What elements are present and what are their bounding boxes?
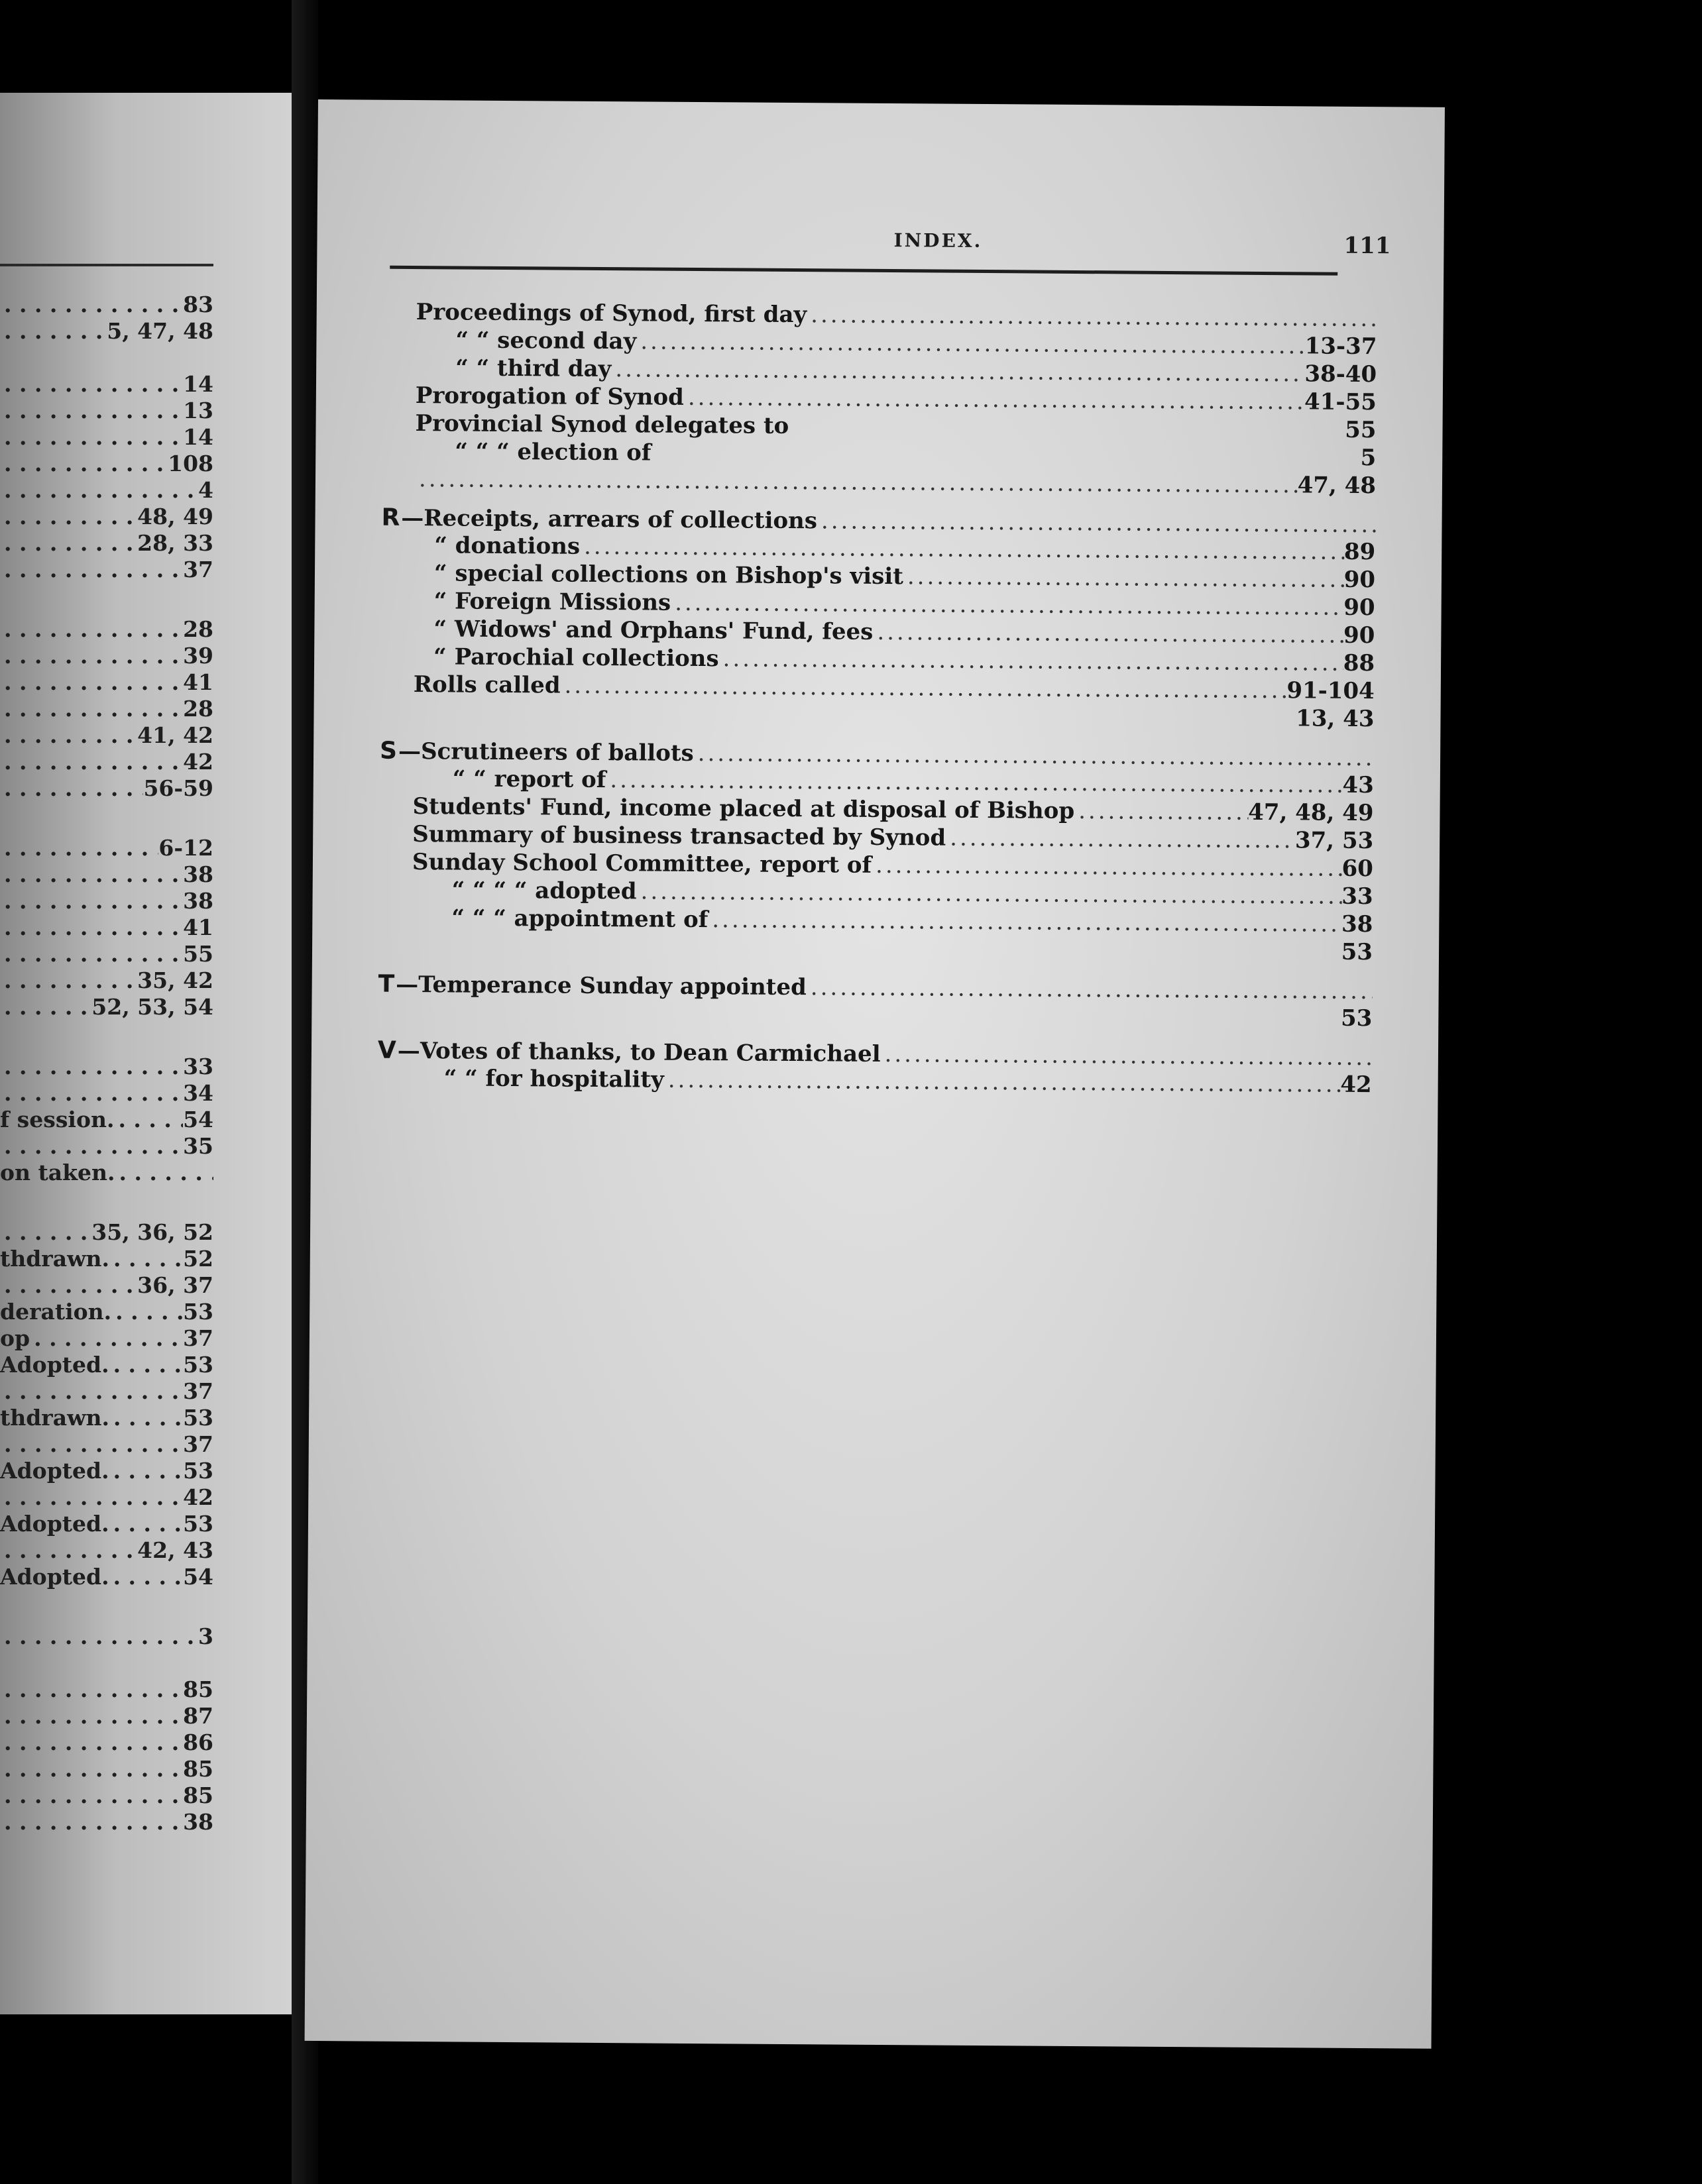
left-index-row [0, 1160, 213, 1189]
entry-text: “ Widows' and Orphans' Fund, fees [433, 616, 874, 645]
entry-text: “ Foreign Missions [433, 588, 671, 616]
left-index-row [0, 557, 213, 586]
dot-leader [114, 1107, 183, 1132]
dot-leader [694, 740, 1375, 771]
dot-leader [0, 994, 91, 1020]
dot-leader [0, 1378, 183, 1404]
left-entry-text: op [0, 1325, 30, 1351]
spacer [411, 1019, 1341, 1026]
left-page-ref: 13 [183, 398, 213, 423]
dot-leader [109, 1458, 183, 1484]
left-page-ref: 28 [183, 696, 213, 722]
left-index-row [0, 1272, 213, 1301]
dot-leader [0, 451, 168, 476]
left-index-row [0, 722, 213, 751]
left-page-ref: 52, 53, 54 [91, 994, 213, 1020]
left-index-row [0, 504, 213, 533]
index-entry [412, 932, 1373, 968]
dot-leader [671, 590, 1343, 621]
left-page-ref: 37 [183, 1378, 213, 1404]
left-index-row [0, 371, 213, 400]
left-page-ref: 28 [183, 616, 213, 642]
index-entry [444, 1065, 1372, 1101]
entry-text: “ “ second day [455, 327, 637, 355]
left-index-row [0, 318, 213, 347]
left-page-ref: 38 [183, 1809, 213, 1835]
dot-leader [109, 1511, 183, 1537]
left-page-ref: 42, 43 [137, 1537, 213, 1563]
section-letter: T [378, 970, 395, 998]
left-index-row [0, 1405, 213, 1434]
page-ref: 5 [1360, 444, 1377, 472]
entry-text: Summary of business transacted by Synod [412, 821, 946, 851]
left-index-row [0, 1378, 213, 1407]
dot-leader [1074, 798, 1248, 826]
spacer [651, 461, 1360, 465]
left-page-ref: 3 [198, 1623, 213, 1649]
left-entry-text: Adopted. [0, 1511, 109, 1537]
header-rule [390, 266, 1337, 276]
left-index-row [0, 1299, 213, 1328]
dot-leader [0, 424, 183, 450]
dot-leader [0, 1623, 198, 1649]
left-page-ref: 85 [183, 1782, 213, 1808]
entry-text: “ “ “ appointment of [451, 904, 709, 934]
entry-text: “ special collections on Bishop's visit [433, 560, 904, 590]
dot-leader [0, 749, 183, 775]
left-page-ref: 53 [183, 1405, 213, 1431]
spacer [412, 953, 1341, 959]
dot-leader [0, 1537, 137, 1563]
dot-leader [817, 508, 1376, 538]
left-page-ref: 85 [183, 1676, 213, 1702]
entry-text: —Temperance Sunday appointed [396, 971, 807, 1001]
left-index-row [0, 1431, 213, 1460]
dot-leader [611, 356, 1304, 387]
dot-leader [708, 906, 1341, 938]
page-ref: 90 [1343, 622, 1375, 649]
dot-leader [0, 669, 183, 695]
left-entry-text: f session. [0, 1107, 115, 1132]
section-letter: R [381, 504, 400, 531]
page-ref: 42 [1340, 1071, 1372, 1099]
entry-text: Sunday School Committee, report of [412, 849, 872, 879]
index-entry [413, 699, 1374, 735]
page-ref: 90 [1343, 566, 1376, 594]
dot-leader [0, 1782, 183, 1808]
left-entry-text: deration. [0, 1299, 112, 1325]
dot-leader [0, 861, 183, 887]
dot-leader [807, 974, 1373, 1005]
dot-leader [580, 533, 1344, 565]
page-ref: 60 [1341, 855, 1374, 883]
left-index-row [0, 835, 213, 864]
entry-text: Prorogation of Synod [415, 382, 685, 411]
dot-leader [718, 645, 1343, 677]
spacer [789, 433, 1345, 437]
left-page-ref: 52 [183, 1246, 213, 1272]
page-ref: 88 [1343, 649, 1375, 677]
left-index-row [0, 967, 213, 997]
left-index-row [0, 1729, 213, 1759]
left-index-row [0, 1107, 213, 1136]
left-page-ref: 53 [183, 1299, 213, 1325]
spacer [413, 720, 1296, 726]
dot-leader [109, 1352, 183, 1378]
dot-leader [0, 530, 137, 556]
left-page-ref: 41 [183, 669, 213, 695]
page-ref: 38 [1341, 910, 1373, 938]
entry-text: “ “ “ election of [455, 438, 652, 466]
left-index-row [0, 941, 213, 970]
left-index-row [0, 292, 213, 321]
left-entry-text: thdrawn. [0, 1246, 109, 1272]
dot-leader [0, 1484, 183, 1510]
left-page-ref: 83 [183, 292, 213, 317]
entry-text: Students' Fund, income placed at disposal of Bishop [412, 793, 1075, 824]
entry-text: “ “ third day [455, 355, 612, 383]
page-ref: 47, 48, 49 [1248, 798, 1374, 827]
page-ref: 89 [1343, 538, 1376, 566]
left-page-ref: 28, 33 [137, 530, 213, 556]
left-page-ref: 5, 47, 48 [107, 318, 213, 344]
left-index-row [0, 749, 213, 778]
entry-text: —Scrutineers of ballots [398, 737, 694, 767]
left-index-row [0, 914, 213, 944]
left-page-ref: 48, 49 [137, 504, 213, 529]
dot-leader [0, 1080, 183, 1106]
entry-text: “ “ for hospitality [443, 1065, 664, 1093]
left-page-ref: 39 [183, 643, 213, 669]
left-index-row [0, 1809, 213, 1838]
dot-leader [684, 384, 1304, 415]
entry-text: “ Parochial collections [433, 643, 719, 673]
entry-text: Proceedings of Synod, first day [416, 299, 807, 329]
left-index-row [0, 994, 213, 1023]
entry-text: Provincial Synod delegates to [415, 410, 789, 439]
left-index-row [0, 1484, 213, 1513]
left-index-row [0, 1703, 213, 1732]
left-page-ref: 53 [183, 1458, 213, 1484]
dot-leader [0, 1809, 183, 1835]
left-page-ref: 36, 37 [137, 1272, 213, 1298]
dot-leader [0, 1756, 183, 1782]
page-ref: 13-37 [1304, 333, 1377, 360]
left-index-row [0, 643, 213, 672]
left-index-row [0, 669, 213, 698]
entry-text: Rolls called [413, 671, 561, 699]
entry-text: —Votes of thanks, to Dean Carmichael [397, 1037, 881, 1067]
index-entry [415, 466, 1376, 502]
dot-leader [415, 466, 1298, 498]
section-letter: S [379, 737, 398, 765]
left-index-row [0, 424, 213, 453]
dot-leader [606, 767, 1342, 798]
dot-leader [0, 1133, 183, 1159]
left-index-row [0, 1458, 213, 1487]
left-index-row [0, 1511, 213, 1540]
left-index-row [0, 451, 213, 480]
dot-leader [109, 1246, 183, 1272]
dot-leader [636, 328, 1305, 359]
page-ref: 33 [1341, 883, 1373, 910]
entry-text: “ “ “ “ adopted [451, 877, 637, 905]
left-index-row [0, 477, 213, 506]
left-index-row [0, 1325, 213, 1354]
page-ref: 47, 48 [1297, 472, 1377, 500]
left-page-ref: 108 [168, 451, 213, 476]
dot-leader [0, 967, 137, 993]
left-page-ref: 14 [183, 424, 213, 450]
dot-leader [807, 301, 1377, 332]
dot-leader [109, 1564, 183, 1590]
left-header-rule [0, 264, 213, 266]
dot-leader [0, 722, 137, 748]
left-page-ref: 38 [183, 861, 213, 887]
dot-leader [109, 1405, 183, 1431]
left-page-ref: 54 [183, 1107, 213, 1132]
left-index-row [0, 1246, 213, 1275]
dot-leader [111, 1299, 183, 1325]
left-index-row [0, 530, 213, 559]
left-index-row [0, 616, 213, 645]
left-page-ref: 6-12 [158, 835, 213, 861]
left-page-ref: 56-59 [143, 775, 213, 801]
dot-leader [0, 888, 183, 914]
left-index-row [0, 1564, 213, 1593]
left-page-ref: 38 [183, 888, 213, 914]
dot-leader [903, 563, 1344, 593]
left-page-ref: 54 [183, 1564, 213, 1590]
left-index-row [0, 1054, 213, 1083]
page-ref: 53 [1341, 938, 1373, 966]
left-entry-text: Adopted. [0, 1352, 109, 1378]
page-ref: 37, 53 [1294, 827, 1374, 855]
left-index-row [0, 1756, 213, 1785]
dot-leader [0, 835, 158, 861]
right-page [305, 99, 1445, 2049]
dot-leader [0, 398, 183, 423]
left-index-row [0, 398, 213, 427]
page-number: 111 [1343, 232, 1391, 260]
dot-leader [0, 371, 183, 397]
left-entry-text: Adopted. [0, 1458, 109, 1484]
dot-leader [0, 504, 137, 529]
left-entry-text: on taken. [0, 1160, 115, 1185]
dot-leader [872, 852, 1342, 882]
left-page-ref: 34 [183, 1080, 213, 1106]
page-ref: 43 [1342, 771, 1374, 799]
left-index-row [0, 1080, 213, 1109]
dot-leader [880, 1041, 1372, 1071]
left-page-ref: 4 [198, 477, 213, 503]
left-page-ref: 53 [183, 1352, 213, 1378]
dot-leader [0, 477, 198, 503]
dot-leader [0, 696, 183, 722]
page-ref: 38-40 [1304, 360, 1377, 388]
left-index-row [0, 861, 213, 891]
dot-leader [30, 1325, 183, 1351]
left-index-row [0, 1676, 213, 1706]
dot-leader [664, 1067, 1341, 1098]
left-page-ref: 35, 36, 52 [91, 1219, 213, 1245]
page-ref: 13, 43 [1296, 705, 1375, 733]
left-page-ref: 35, 42 [137, 967, 213, 993]
dot-leader [636, 878, 1341, 909]
left-page-ref: 85 [183, 1756, 213, 1782]
left-index-row [0, 1352, 213, 1381]
left-page-ref: 33 [183, 1054, 213, 1079]
entry-text: —Receipts, arrears of collections [401, 504, 818, 535]
left-index-row [0, 1537, 213, 1566]
dot-leader [0, 1272, 137, 1298]
page-ref: 90 [1343, 594, 1375, 622]
left-page-ref: 53 [183, 1511, 213, 1537]
dot-leader [0, 643, 183, 669]
left-index-row [0, 775, 213, 804]
left-page-ref: 37 [183, 557, 213, 582]
index-entry [411, 999, 1372, 1034]
entry-text: “ “ report of [452, 765, 606, 794]
left-page-ref: 14 [183, 371, 213, 397]
dot-leader [0, 1676, 183, 1702]
page-header [390, 226, 1410, 265]
left-index-row [0, 1623, 213, 1653]
dot-leader [0, 318, 107, 344]
dot-leader [0, 1703, 183, 1729]
left-index-row [0, 1133, 213, 1162]
page-ref: 55 [1345, 416, 1377, 444]
left-page [0, 93, 292, 2014]
dot-leader [0, 557, 183, 582]
entry-text: “ donations [434, 532, 581, 560]
left-page-ref: 37 [183, 1325, 213, 1351]
page-ref: 91-104 [1286, 677, 1375, 705]
page-ref: 41-55 [1304, 388, 1377, 416]
left-index-row [0, 696, 213, 725]
dot-leader [0, 1729, 183, 1755]
section-letter: V [377, 1036, 397, 1064]
dot-leader [0, 1431, 183, 1457]
left-entry-text: Adopted. [0, 1564, 109, 1590]
dot-leader [0, 292, 183, 317]
running-title: INDEX. [893, 229, 983, 252]
left-page-ref: 37 [183, 1431, 213, 1457]
dot-leader [0, 775, 143, 801]
dot-leader [0, 1219, 91, 1245]
left-index-row [0, 888, 213, 917]
left-page-ref: 42 [183, 749, 213, 775]
dot-leader [873, 619, 1343, 649]
left-page-ref: 41, 42 [137, 722, 213, 748]
dot-leader [0, 914, 183, 940]
left-page-ref: 55 [183, 941, 213, 967]
page-ref: 53 [1340, 1005, 1373, 1032]
left-page-ref: 86 [183, 1729, 213, 1755]
dot-leader [946, 825, 1295, 854]
left-page-ref: 41 [183, 914, 213, 940]
left-page-ref: 35 [183, 1133, 213, 1159]
left-index-row [0, 1782, 213, 1812]
dot-leader [0, 1054, 183, 1079]
dot-leader [560, 673, 1286, 704]
dot-leader [0, 616, 183, 642]
dot-leader [0, 941, 183, 967]
left-page-ref: 87 [183, 1703, 213, 1729]
dot-leader [115, 1160, 213, 1185]
left-page-ref: 42 [183, 1484, 213, 1510]
left-entry-text: thdrawn. [0, 1405, 109, 1431]
left-index-row [0, 1219, 213, 1248]
